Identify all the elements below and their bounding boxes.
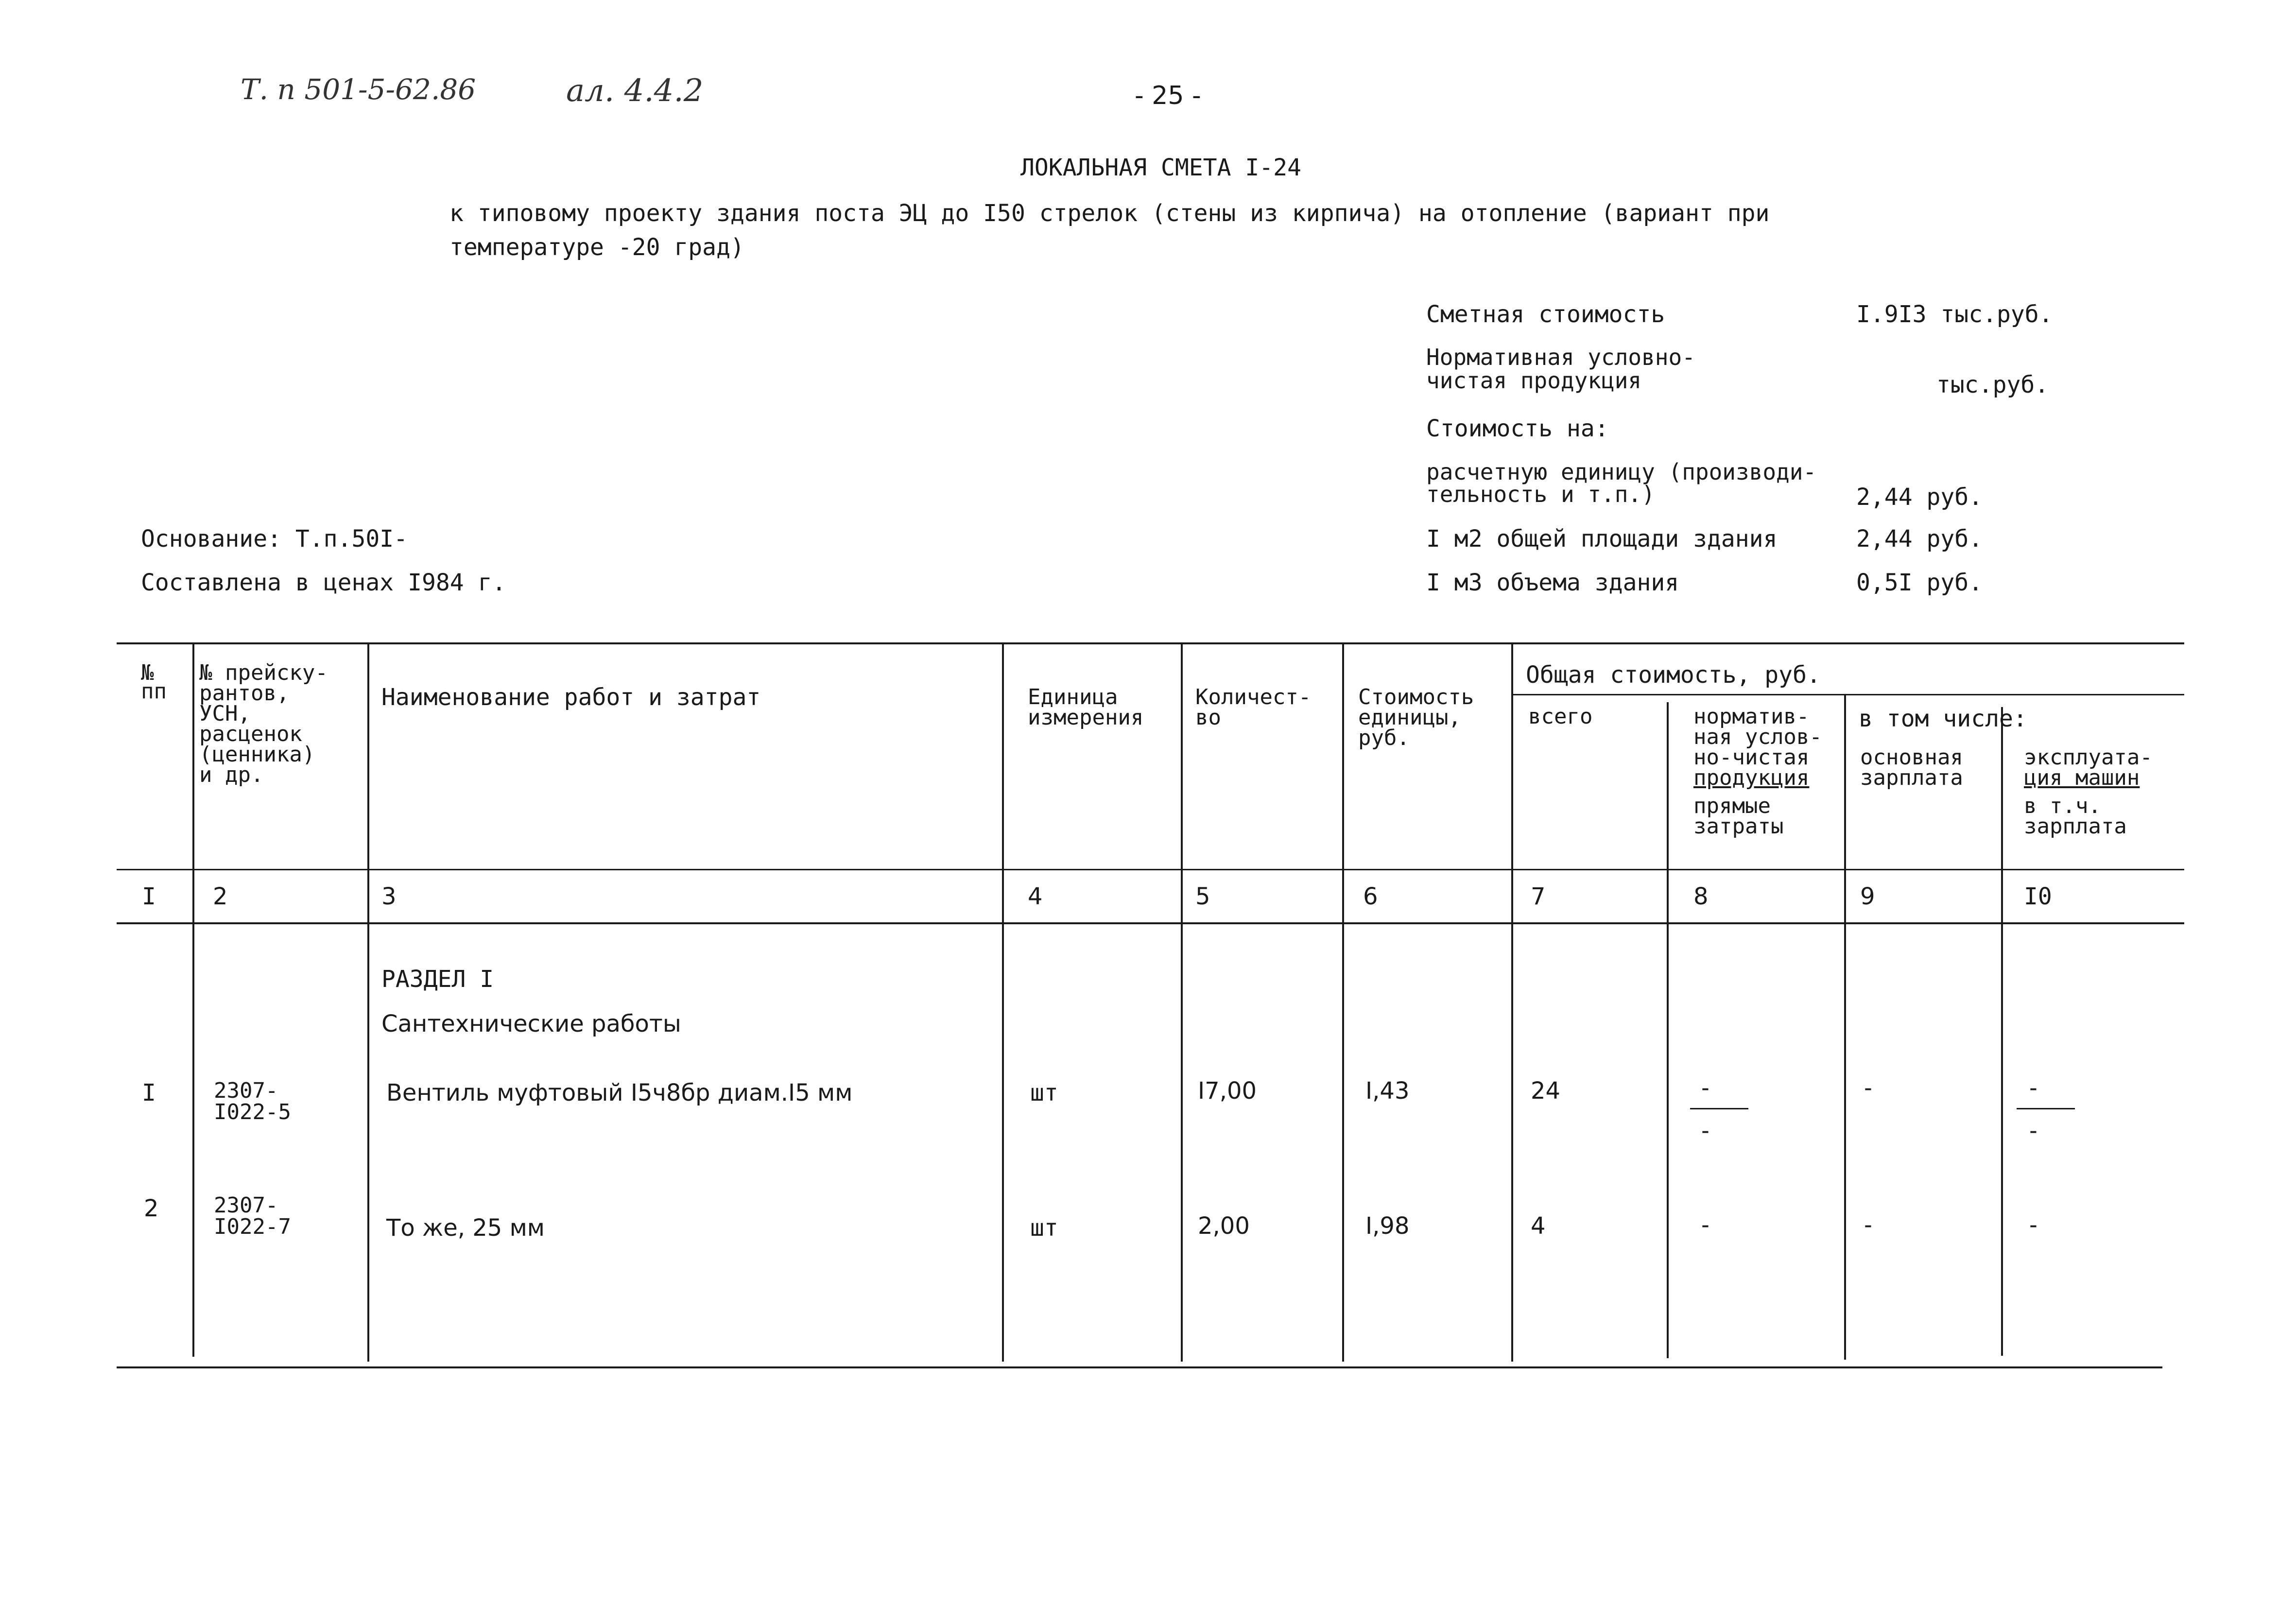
row-code-1: 2307- <box>214 1193 278 1218</box>
row-normative: - <box>1698 1074 1712 1102</box>
header-code-2: рантов, <box>199 681 290 706</box>
m2-cost-value: 2,44 руб. <box>1856 525 1983 553</box>
row-work-name: Вентиль муфтовый I5ч8бр диам.I5 мм <box>386 1079 853 1106</box>
header-unit-price-2: единицы, <box>1358 705 1461 730</box>
row-code-1: 2307- <box>214 1078 278 1103</box>
header-unit-price-3: руб. <box>1358 726 1410 750</box>
row-total: 4 <box>1531 1212 1546 1240</box>
header-work-name: Наименование работ и затрат <box>381 684 761 711</box>
header-code-5: (ценника) <box>199 742 315 767</box>
header-direct-1: прямые <box>1693 794 1771 818</box>
col-divider-9 <box>2001 707 2003 1356</box>
handwritten-album: ал. 4.4.2 <box>566 73 704 109</box>
header-unit-1: Единица <box>1028 685 1118 709</box>
table-top-rule <box>117 642 2184 644</box>
normative-label-1: Нормативная условно- <box>1426 344 1695 370</box>
total-cost-rule <box>1511 694 2184 695</box>
subtitle-line-1: к типовому проекту здания поста ЭЦ до I50 стрелок (стены из кирпича) на отопление (вариант при <box>449 200 1770 227</box>
col-number-7: 7 <box>1531 883 1546 910</box>
row-number: 2 <box>144 1195 159 1222</box>
col-divider-5 <box>1342 642 1344 1362</box>
row-total: 24 <box>1531 1077 1561 1105</box>
m3-cost-label: I м3 объема здания <box>1426 569 1679 596</box>
row-normative: - <box>1698 1211 1712 1239</box>
col-number-9: 9 <box>1860 883 1875 910</box>
header-unit-price-1: Стоимость <box>1358 685 1474 709</box>
header-direct-2: затраты <box>1693 814 1784 839</box>
row-quantity: I7,00 <box>1198 1077 1257 1105</box>
row-machines: - <box>2026 1211 2040 1239</box>
col-divider-8 <box>1844 694 1846 1360</box>
header-num-1: № <box>141 660 154 685</box>
header-salary-1: основная <box>1860 745 1963 770</box>
row-salary: - <box>1861 1074 1875 1102</box>
col-divider-6 <box>1511 642 1513 1362</box>
row-quantity: 2,00 <box>1198 1212 1250 1240</box>
prices-text: Составлена в ценах I984 г. <box>141 569 506 596</box>
estimated-cost-value: I.9I3 тыс.руб. <box>1856 301 2053 328</box>
basis-text: Основание: Т.п.50I- <box>141 525 408 553</box>
normative-value: тыс.руб. <box>1936 371 2049 398</box>
row-work-name: То же, 25 мм <box>386 1214 545 1242</box>
document-title: ЛОКАЛЬНАЯ СМЕТА I-24 <box>1020 154 1301 181</box>
normative-label-2: чистая продукция <box>1426 367 1642 394</box>
header-machines-1: эксплуата- <box>2024 745 2153 770</box>
unit-cost-value: 2,44 руб. <box>1856 484 1983 511</box>
row-code-2: I022-5 <box>214 1100 291 1124</box>
row-number: I <box>142 1079 156 1106</box>
col-number-1: I <box>142 883 156 910</box>
header-code-3: УСН, <box>199 701 251 726</box>
header-bottom-rule <box>117 869 2184 870</box>
header-total-cost: Общая стоимость, руб. <box>1526 661 1821 689</box>
machines-fraction-line <box>2017 1108 2075 1109</box>
table-bottom-rule <box>117 1366 2162 1368</box>
header-code-6: и др. <box>199 762 264 787</box>
header-qty-1: Количест- <box>1195 685 1312 709</box>
col-number-8: 8 <box>1693 883 1709 910</box>
row-machines: - <box>2026 1074 2040 1102</box>
col-number-4: 4 <box>1028 883 1043 910</box>
header-normative-2: ная услов- <box>1693 725 1822 749</box>
cost-per-label: Стоимость на: <box>1426 415 1609 442</box>
row-unit-price: I,43 <box>1365 1077 1410 1105</box>
row-salary: - <box>1861 1211 1875 1239</box>
col-number-2: 2 <box>213 883 228 910</box>
m2-cost-label: I м2 общей площади здания <box>1426 525 1778 553</box>
header-code-4: расценок <box>199 722 302 746</box>
header-normative-1: норматив- <box>1693 704 1810 729</box>
header-machines-salary-2: зарплата <box>2024 814 2127 839</box>
header-machines-salary-1: в т.ч. <box>2024 794 2101 818</box>
header-qty-2: во <box>1195 705 1221 730</box>
row-code-2: I022-7 <box>214 1214 291 1239</box>
header-including: в том числе: <box>1859 705 2027 732</box>
col-divider-1 <box>192 642 194 1357</box>
header-machines-2: ция машин <box>2024 765 2140 790</box>
header-unit-2: измерения <box>1028 705 1144 730</box>
row-direct-costs: - <box>1698 1117 1712 1144</box>
col-number-10: I0 <box>2024 883 2052 910</box>
header-normative-3: но-чистая <box>1693 745 1810 770</box>
row-unit-price: I,98 <box>1365 1212 1410 1240</box>
unit-cost-label-1: расчетную единицу (производи- <box>1426 459 1817 485</box>
header-salary-2: зарплата <box>1860 765 1963 790</box>
row-unit: шт <box>1030 1214 1058 1242</box>
header-normative-4: продукция <box>1693 765 1810 790</box>
col-divider-4 <box>1181 642 1183 1362</box>
header-code-1: № прейску- <box>199 660 328 685</box>
row-unit: шт <box>1030 1079 1058 1106</box>
estimated-cost-label: Сметная стоимость <box>1426 301 1665 328</box>
normative-fraction-line <box>1690 1108 1748 1109</box>
col-numbers-rule <box>117 922 2184 924</box>
subtitle-line-2: температуре -20 град) <box>449 234 744 261</box>
unit-cost-label-2: тельность и т.п.) <box>1426 481 1655 507</box>
col-number-6: 6 <box>1363 883 1378 910</box>
m3-cost-value: 0,5I руб. <box>1856 569 1983 596</box>
handwritten-reference: Т. п 501-5-62.86 <box>241 73 476 106</box>
section-title: РАЗДЕЛ I <box>381 966 494 993</box>
header-total: всего <box>1528 704 1593 729</box>
col-number-5: 5 <box>1195 883 1210 910</box>
col-number-3: 3 <box>381 883 397 910</box>
header-num-2: пп <box>141 679 167 704</box>
col-divider-3 <box>1002 642 1004 1362</box>
col-divider-2 <box>367 642 369 1362</box>
section-name: Сантехнические работы <box>381 1010 681 1037</box>
page-number: - 25 - <box>1135 81 1201 110</box>
row-machines-salary: - <box>2026 1117 2040 1144</box>
col-divider-7 <box>1667 702 1669 1358</box>
